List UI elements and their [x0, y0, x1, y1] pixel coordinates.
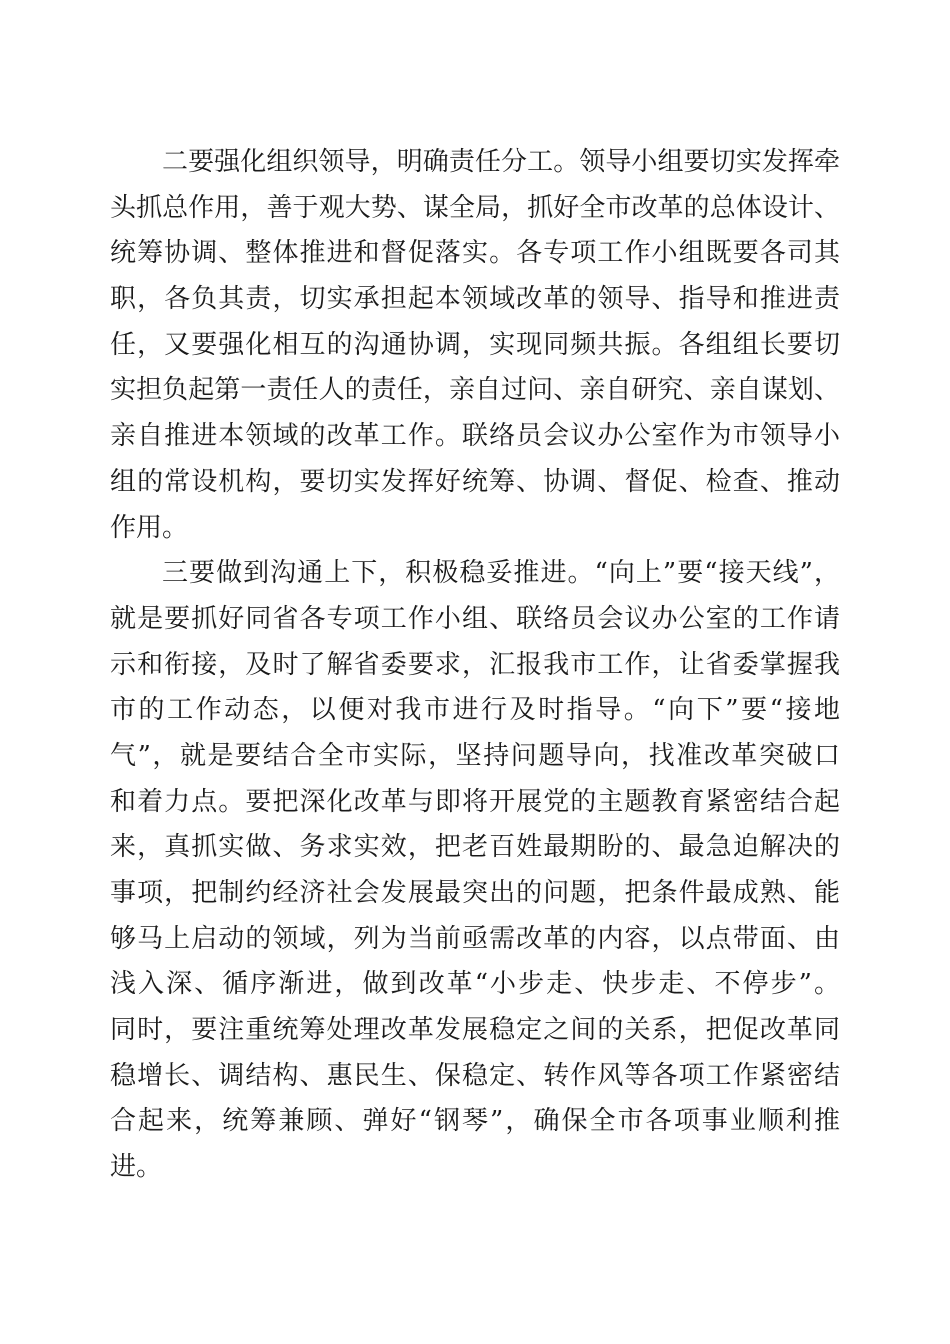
paragraph-line: 就是要抓好同省各专项工作小组、联络员会议办公室的工作请 — [110, 603, 840, 634]
paragraph-line: 同时，要注重统筹处理改革发展稳定之间的关系，把促改革同 — [110, 1015, 840, 1046]
paragraph-line: 亲自推进本领域的改革工作。联络员会议办公室作为市领导小 — [110, 421, 840, 452]
paragraph-line: 示和衔接，及时了解省委要求，汇报我市工作，让省委掌握我 — [110, 649, 840, 680]
paragraph-line: 三要做到沟通上下，积极稳妥推进。“向上”要“接天线”， — [162, 558, 840, 589]
paragraph-line: 进。 — [110, 1152, 163, 1183]
paragraph-line: 事项，把制约经济社会发展最突出的问题，把条件最成熟、能 — [110, 878, 840, 908]
paragraph-line: 实担负起第一责任人的责任，亲自过问、亲自研究、亲自谋划、 — [110, 375, 840, 406]
paragraph-line: 组的常设机构，要切实发挥好统筹、协调、督促、检查、推动 — [110, 466, 840, 497]
paragraph-line: 稳增长、调结构、惠民生、保稳定、转作风等各项工作紧密结 — [110, 1060, 840, 1091]
paragraph-line: 合起来，统筹兼顾、弹好“钢琴”，确保全市各项事业顺利推 — [110, 1106, 840, 1137]
paragraph-line: 职，各负其责，切实承担起本领域改革的领导、指导和推进责 — [110, 284, 840, 315]
paragraph-line: 作用。 — [110, 512, 189, 543]
paragraph-line: 头抓总作用，善于观大势、谋全局，抓好全市改革的总体设计、 — [110, 192, 840, 223]
paragraph-line: 任，又要强化相互的沟通协调，实现同频共振。各组组长要切 — [110, 329, 840, 360]
paragraph-line: 二要强化组织领导，明确责任分工。领导小组要切实发挥牵 — [162, 147, 840, 177]
paragraph-line: 和着力点。要把深化改革与即将开展党的主题教育紧密结合起 — [110, 786, 840, 817]
paragraph-line: 气”，就是要结合全市实际，坚持问题导向，找准改革突破口 — [110, 740, 840, 771]
paragraph-line: 统筹协调、整体推进和督促落实。各专项工作小组既要各司其 — [110, 238, 840, 269]
paragraph-line: 来，真抓实做、务求实效，把老百姓最期盼的、最急迫解决的 — [110, 832, 840, 863]
paragraph-line: 够马上启动的领域，列为当前亟需改革的内容，以点带面、由 — [110, 923, 840, 954]
paragraph-2 — [110, 140, 840, 551]
document-body — [110, 140, 840, 1191]
paragraph-3 — [110, 551, 840, 1191]
paragraph-line: 浅入深、循序渐进，做到改革“小步走、快步走、不停步”。 — [110, 969, 840, 1000]
paragraph-line: 市的工作动态，以便对我市进行及时指导。“向下”要“接地 — [110, 695, 840, 726]
